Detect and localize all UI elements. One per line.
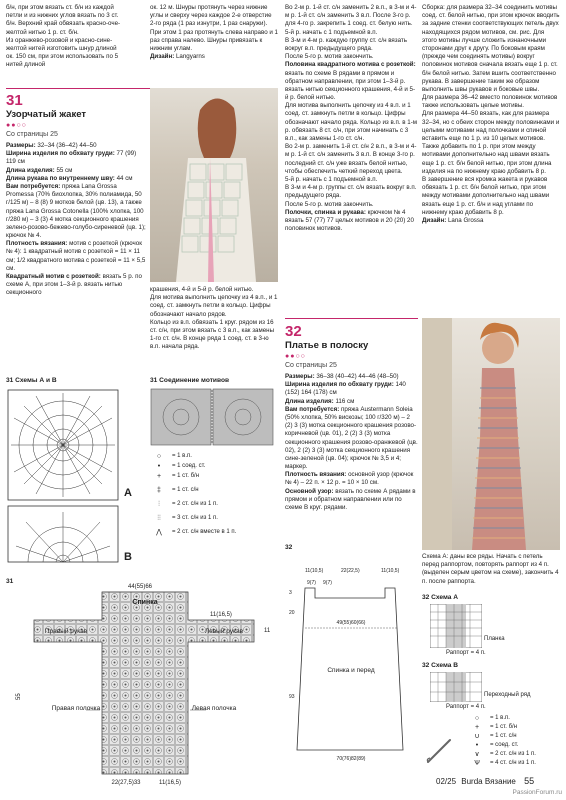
col4-design: Lana Grossa xyxy=(447,216,484,224)
diagram-join xyxy=(150,388,278,446)
scheme-b32-grid xyxy=(430,672,482,702)
col4-design-label: Дизайн: xyxy=(422,216,447,224)
crochet-hook-icon xyxy=(424,736,454,766)
two-dc-icon: ∨ xyxy=(474,750,480,758)
col4-assembly: Сборка: для размера 32–34 соединить мотивы соед. ст. белой нитью, при этом крючок вводить за задние стенки соответствующих петель двух находящихся рядом мотивов, см. рис. Для этого мотивы лучше сложить изнаночными сторонами друг к другу. По боковым краям (прежде чем соединять мотивы) вокруг половинок мотивов сначала вязать еще 1 р. ст. б/н белой нитью. Затем вшить соответственно рукава. В завершение таким же образом выполнить швы рукавов и боковые швы. Для размера 36–42 вместо половинок мотивов также использовать целые мотивы. Для размера 44–50 вязать, как для размера 32–34, но с обеих сторон между половинками и целыми мотивами над полочками и спиной вставить еще по 1 р. из 10 целых мотивов. Также добавить по 1 р. при этом между мотивами дополнительно над швами вязать еще 1 р. ст. б/н белой нитью, при этом длина изделия на по нижнему краю добавить 8 р. В завершение вся кромка жакета и рукавов обвязать 1 р. ст. б/н белой нитью, при этом между мотивами дополнительно над швами вязать еще 1 р. ст. б/н и над углами по нижнему краю добавить 8 р. xyxy=(422,4,560,216)
sleeve-label: Длина рукава по внутреннему шву: xyxy=(6,174,115,182)
dc2tog-icon: ⋀ xyxy=(156,529,162,537)
length-label: Длина изделия: xyxy=(6,166,55,174)
model-31-difficulty: ●●○○ xyxy=(6,122,27,129)
footer-magazine: Burda Вязание xyxy=(461,777,516,787)
legend-text: = 1 ст. с/н xyxy=(172,487,199,494)
legend-text: = 2 ст. с/н вместе в 1 п. xyxy=(172,529,237,536)
assembly-parts-text: крючком № 4 вязать 57 (77) 77 целых мотивов и 20 (20) 20 половинок мотивов. xyxy=(285,208,414,233)
model-31-page-ref: Со страницы 25 xyxy=(6,131,58,138)
model-31-cont-text: крашения, 4-й и 5-й р. белой нитью. Для мотива выполнить цепочку из 4 в.п., и 1 соед. ст. замкнуть петли в кольцо. Цифры обозначают начало рядов. Кольцо из в.п. обвязать 1 круг. рядом из 16 ст. с/н, при этом вязать с 3 в.п., как замены 1-го ст. с/н. В конце ряда 1 соед. ст. в 3-ю в.п. начала ряда. xyxy=(150,286,278,351)
col3-text-block xyxy=(285,4,418,324)
schema-32 xyxy=(285,548,417,764)
diagram-ab-title: 31 Схемы А и В xyxy=(6,377,57,384)
half-motif-text: вязать по схеме В рядами в прямом и обратном направлении, при этом 1–3-й р. вязать нитью секционного крашения, 4-й и 5-й р. белой нитью. Для мотива выполнить цепочку из 4 в.п. и 1 соед. ст. замкнуть петли в кольцо. Цифры обозначают начало ряда. Кольцо из в.п. в 1-м р. обвязать 8 ст. с/н, при этом начинать с 3 в.п., как замены 1-го ст. с/н. Во 2-м р. заменить 1-й ст. с/н 2 в.п., в 3-м и 4-м р. 1-й ст. с/н заменить 3 в.п. В конце 3-го р. последний ст. с/н уже вязать белой нитью, чтобы обеспечить четкий переход цвета. 5-й р. начать с 1 подъемной в.п. В 3-м и 4-м р. группы ст. с/н вязать вокруг в.п. предыдущего ряда. После 5-го р. мотив закончить. xyxy=(285,69,418,208)
schema-31-side-dim: 11(16,5) xyxy=(210,612,232,618)
footer-page-number: 55 xyxy=(524,776,535,787)
schema-31-left-sleeve: Левый рукав xyxy=(204,628,244,635)
scheme-b32-title: 32 Схема В xyxy=(422,662,459,669)
legend-row xyxy=(470,750,560,759)
materials-label: Вам потребуется: xyxy=(6,182,61,190)
density-value: мотив с розеткой (крючок № 4): 1 квадратный мотив с розеткой = 11 × 11 см; 1/2 квадратного мотива с розеткой = 11 × 5,5 см. xyxy=(6,240,146,272)
legend-row xyxy=(152,514,278,524)
legend-row xyxy=(470,741,560,750)
m32-sizes-label: Размеры: xyxy=(285,373,315,380)
schema-32-top-dim-4: 22(22,5) xyxy=(341,568,360,574)
footer-watermark: PassionForum.ru xyxy=(512,789,562,797)
model-32-specs xyxy=(285,373,418,543)
legend-row xyxy=(152,500,278,510)
col2-design-label: Дизайн: xyxy=(150,53,175,61)
legend-text: = 2 ст. с/н из 1 п. xyxy=(172,501,218,508)
model-31-divider xyxy=(6,88,151,108)
footer-issue: 02/25 xyxy=(436,777,457,787)
slip-stitch-icon: • xyxy=(475,741,479,749)
width-value: 77 (99) 119 см xyxy=(6,150,137,166)
double-crochet-icon: ∪ xyxy=(474,732,480,740)
square-motif-label: Квадратный мотив с розеткой: xyxy=(6,273,101,280)
scheme-b32-label: Переходный ряд xyxy=(484,692,531,698)
footer xyxy=(436,776,534,788)
m32-main-value: вязать по схеме А рядами в прямом и обратном направлении или по схеме В круг. рядами. xyxy=(285,487,416,511)
m32-scheme-a-note: Схема А: даны все ряды. Начать с петель перед раппортом, повторять раппорт из 4 п. (выделен серым цветом на схеме), закончить 4 п. после раппорта. xyxy=(422,553,559,585)
legend-32 xyxy=(470,714,560,768)
legend-row xyxy=(470,732,560,741)
model-31-title: Узорчатый жакет xyxy=(6,109,87,120)
m32-materials-value: пряжа Austermann Soleia (50% хлопка, 50% вискозы; 100 г/320 м) – 2 (2) 3 (3) мотка секционного крашения розово-коричневой (цв. 01), 2 (2) 3 (3) мотка секционного крашения розово-оранжевой (цв. 02), 2 (2) 3 (3) мотка секционного крашения сине-зеленой (цв. 04); крючок № 3,5 и 4; маркер. xyxy=(285,405,418,471)
legend-row xyxy=(152,452,278,462)
model-31-number: 31 xyxy=(6,92,23,109)
schema-32-top-dim-3: 11(10,5) xyxy=(305,568,324,574)
diagram-label-b: B xyxy=(124,551,132,563)
scheme-b32-rapport: Раппорт = 4 п. xyxy=(446,704,486,710)
schema-31-right-dim: 11 xyxy=(264,628,271,634)
model-31-specs xyxy=(6,142,146,374)
col2-top-text: ок. 12 м. Шнуры протянуть через нижние углы и сверху через каждое 2-е отверстие 2-го ряда (1 раз изнутри, 1 раз снаружи). При этом 1 раз протянуть слева направо и 1 раз справа налево. Шнуры привязать к нижним углам. xyxy=(150,4,278,52)
schema-31-number: 31 xyxy=(6,578,14,585)
m32-density-value: основной узор (крючок № 4) – 22 п. × 12 р. = 10 × 10 см. xyxy=(285,471,414,487)
scheme-a32-label: Планка xyxy=(484,636,505,642)
dress-photo-art xyxy=(422,318,560,550)
sleeve-value: 44 см xyxy=(116,174,133,182)
schema-31-back: Спинка xyxy=(132,599,158,606)
m32-main-label: Основной узор: xyxy=(285,487,334,495)
schema-31-top-dim: 44(55)66 xyxy=(127,584,153,590)
schema-32-top-dim-1: 9(7) xyxy=(307,580,316,586)
schema-31 xyxy=(10,580,272,788)
length-value: 55 см xyxy=(56,166,73,174)
diagram-join-title: 31 Соединение мотивов xyxy=(150,377,230,384)
model-32-number: 32 xyxy=(285,323,302,340)
legend-row xyxy=(470,759,560,768)
legend-text: = 2 ст. с/н из 1 п. xyxy=(490,750,536,757)
col2-top-block xyxy=(150,4,278,84)
legend-text: = 1 ст. б/н xyxy=(172,473,200,480)
m32-materials-label: Вам потребуется: xyxy=(285,405,340,413)
schema-32-top-dim-5: 11(10,5) xyxy=(381,568,400,574)
schema-32-mid-dim: 49(55)60(66) xyxy=(336,620,366,626)
legend-text: = 1 в.п. xyxy=(172,453,192,460)
chain-stitch-icon: ○ xyxy=(474,714,480,722)
m32-length-label: Длина изделия: xyxy=(285,397,334,405)
sizes-label: Размеры: xyxy=(6,142,36,149)
half-motif-label: Половина квадратного мотива с розеткой: xyxy=(285,61,416,69)
legend-row xyxy=(152,486,278,496)
legend-row xyxy=(470,714,560,723)
single-crochet-icon: + xyxy=(156,473,162,481)
schema-31-left-front: Левая полочка xyxy=(191,705,237,712)
model-32-divider xyxy=(285,318,418,319)
schema-32-left-dim-3: 93 xyxy=(289,694,295,700)
schema-32-left-dim-2: 20 xyxy=(289,610,295,616)
col4-text-block xyxy=(422,4,560,304)
schema-32-center-label: Спинка и перед xyxy=(327,667,375,674)
model-32-page-ref: Со страницы 25 xyxy=(285,362,337,369)
scheme-a32-grid xyxy=(430,604,482,648)
m32-width-label: Ширина изделия по обхвату груди: xyxy=(285,381,394,389)
schema-31-left-dim: 55 xyxy=(16,693,22,700)
width-label: Ширина изделия по обхвату груди: xyxy=(6,150,115,158)
legend-row xyxy=(152,472,278,482)
model-32-title: Платье в полоску xyxy=(285,340,369,351)
diagram-label-a: A xyxy=(124,487,132,499)
schema-32-left-dim-1: 3 xyxy=(289,590,292,596)
legend-text: = 1 ст. б/н xyxy=(490,723,518,730)
legend-text: = 4 ст. с/н из 1 п. xyxy=(490,759,536,766)
model-32-difficulty: ●●○○ xyxy=(285,353,306,360)
density-label: Плотность вязания: xyxy=(6,240,68,248)
schema-31-right-sleeve: Правый рукав xyxy=(44,628,88,635)
legend-row xyxy=(152,528,278,538)
schema-32-number: 32 xyxy=(285,544,293,551)
two-dc-icon: ⫶ xyxy=(158,501,160,509)
jacket-photo-art xyxy=(150,88,278,282)
scheme-a32-title: 32 Схема А xyxy=(422,594,459,601)
legend-text: = 1 в.п. xyxy=(490,714,510,721)
col1-top-text: б/н, при этом вязать ст. б/н из каждой петли и из нижних углов вязать по 3 ст. б/н. Верхний край обвязать красно-оче-желтой нитью 1 р. ст. б/н. Из оранжево-розовой и красно-сине-желтой нитей изготовить шнур длиной ок. 150 см, при этом использовать по 5 нитей длиной xyxy=(6,4,121,69)
col3-intro: Во 2-м р. 1-й ст. с/н заменить 2 в.п., в 3-м и 4-м р. 1-й ст. с/н заменить 3 в.п. После 3-го р. для 4-го р. закрепить 1 соед. ст. белую нить. 5-й р. начать с 1 подъемной в.п. В 3-м и 4-м р. каждую группу ст. с/н вязать вокруг в.п. предыдущего ряда. После 5-го р. мотив закончить. xyxy=(285,4,417,61)
schema-31-bottom-side-dim: 11(16,5) xyxy=(159,780,181,786)
legend-text: = 1 соед. ст. xyxy=(172,463,206,470)
single-crochet-icon: + xyxy=(474,723,480,731)
legend-text: = соед. ст. xyxy=(490,741,519,748)
scheme-a32-rapport: Раппорт = 4 п. xyxy=(446,650,486,656)
double-crochet-icon: ‡ xyxy=(157,487,161,495)
legend-row xyxy=(152,462,278,472)
four-dc-icon: Ѱ xyxy=(474,759,480,767)
materials-value: пряжа Lana Grossa Promessa (70% биохлопка, 30% полиамида, 50 г/125 м) – 8 (8) 9 мотков белой (цв. 13), а также пряжа Lana Grossa Cotonella (100% хлопка, 100 г/280 м) – 3 (3) 4 мотка секционного крашения зелено-розово-бежево-голубо-сиреневой (цв. 1); крючок № 4. xyxy=(6,182,146,240)
col2-design: Langyarns xyxy=(175,53,205,61)
assembly-parts-label: Полочки, спинка и рукава: xyxy=(285,208,366,216)
m32-sizes-value: 36–38 (40–42) 44–46 (48–50) xyxy=(316,373,399,380)
three-dc-icon: ⫶⫶ xyxy=(157,515,161,523)
sizes-value: 32–34 (36–42) 44–50 xyxy=(37,142,97,149)
dress-photo xyxy=(422,318,560,550)
legend-row xyxy=(470,723,560,732)
schema-32-top-dim-2: 9(7) xyxy=(323,580,332,586)
m32-width-value: 140 (152) 164 (178) см xyxy=(285,381,406,397)
legend-text: = 3 ст. с/н из 1 п. xyxy=(172,515,218,522)
legend-text: = 1 ст. с/н xyxy=(490,732,517,739)
legend-31 xyxy=(152,452,278,538)
m32-density-label: Плотность вязания: xyxy=(285,471,347,479)
schema-31-right-front: Правая полочка xyxy=(51,705,101,712)
schema-31-bottom-dim: 22(27,5)33 xyxy=(111,780,141,786)
m32-length-value: 116 см xyxy=(335,397,355,405)
schema-32-bottom-dim: 70(76)82(89) xyxy=(336,756,366,762)
square-motif-text: вязать 5 р. по схеме А, при этом 1–3-й р. вязать нитью секционного xyxy=(6,273,142,297)
jacket-photo xyxy=(150,88,278,282)
chain-stitch-icon: ○ xyxy=(156,453,162,461)
slip-stitch-icon: • xyxy=(157,463,161,471)
diagram-ab xyxy=(6,388,136,566)
